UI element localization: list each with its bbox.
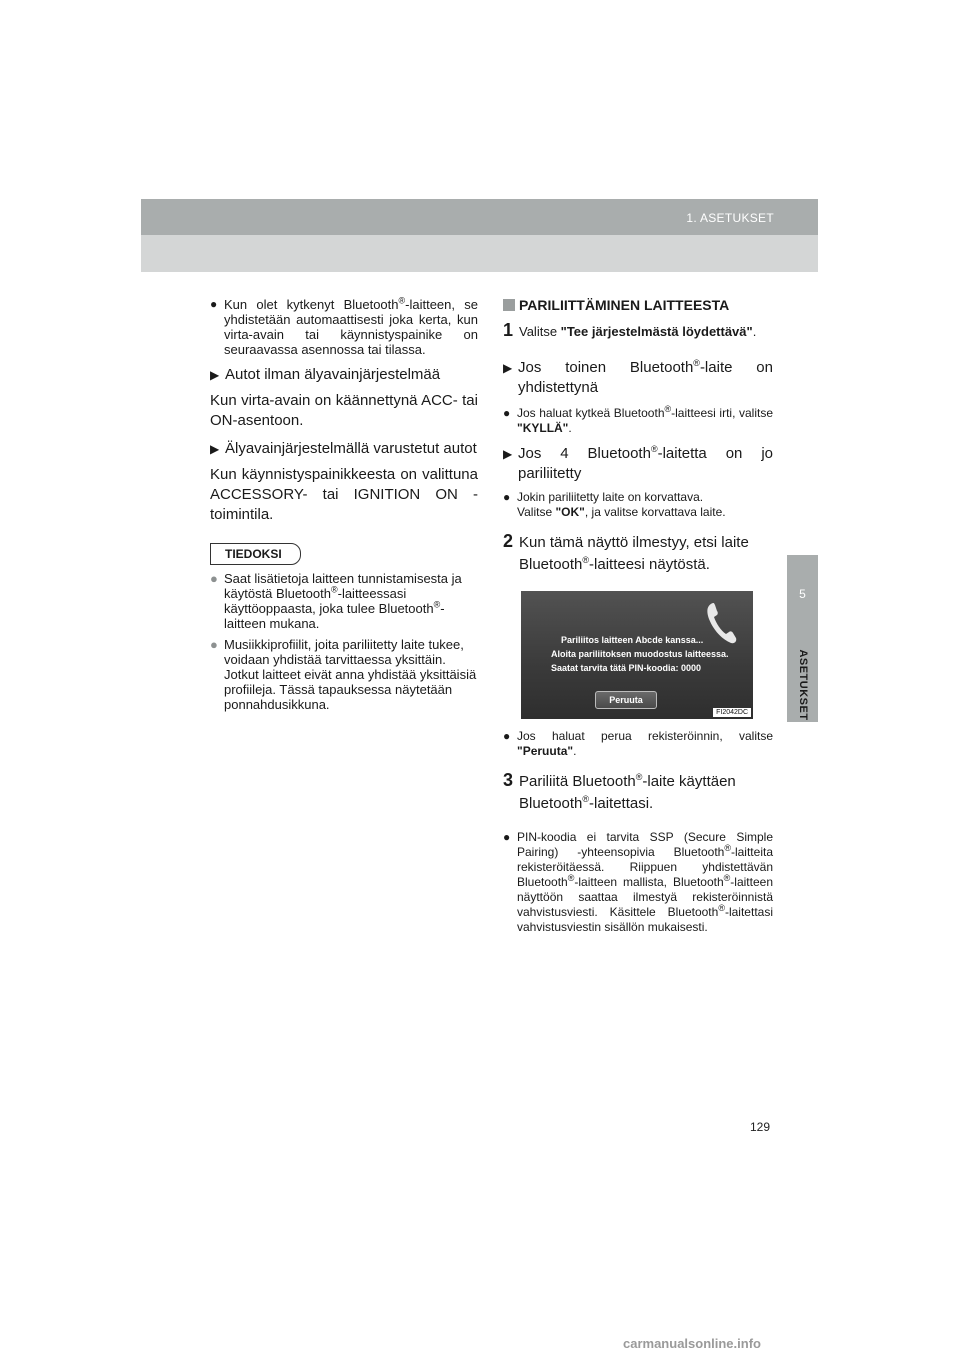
page-number: 129 bbox=[750, 1120, 771, 1134]
step-3: 3 Pariliitä Bluetooth®-laite käyttäen Bluetooth®-laitettasi. bbox=[503, 770, 736, 812]
list-item: ▶ Jos 4 Bluetooth®-laitetta on jo pariliitetty bbox=[503, 444, 773, 482]
screen-line: Pariliitos laitteen Abcde kanssa... bbox=[561, 635, 704, 645]
step-1: 1 Valitse "Tee järjestelmästä löydettävä". bbox=[503, 320, 757, 340]
list-item: ▶ Autot ilman älyavainjärjestelmää bbox=[210, 366, 441, 383]
chapter-label-text: ASETUKSET bbox=[796, 649, 809, 721]
arrow-right-icon: ▶ bbox=[210, 442, 220, 456]
header-strip bbox=[141, 199, 818, 235]
bullet-icon: ● bbox=[210, 571, 218, 586]
device-screen-image bbox=[521, 591, 753, 719]
step-2: 2 Kun tämä näyttö ilmestyy, etsi laite Bluetooth®-laitteesi näytöstä. bbox=[503, 531, 749, 573]
chapter-number: 5 bbox=[799, 587, 806, 601]
watermark: carmanualsonline.info bbox=[623, 1336, 761, 1351]
note-item: ● Musiikkiprofiilit, joita pariliitetty laite tukee, voidaan yhdistää tarvittaessa yksittäin. Jotkut laitteet eivät anna yhdistää yksittäisiä profiileja. Tässä tapauksessa näytetään ponnahdusikkuna. bbox=[210, 637, 477, 712]
list-item: ● Jos haluat kytkeä Bluetooth®-laitteesi irti, valitse "KYLLÄ". bbox=[503, 404, 773, 435]
list-item: ● Jos haluat perua rekisteröinnin, valitse "Peruuta". bbox=[503, 729, 773, 758]
arrow-right-icon: ▶ bbox=[503, 447, 513, 461]
arrow-right-icon: ▶ bbox=[503, 361, 513, 375]
paragraph: Kun käynnistyspainikkeesta on valittuna ACCESSORY- tai IGNITION ON -toimintila. bbox=[210, 466, 478, 523]
header-band bbox=[141, 199, 818, 272]
left-column bbox=[210, 297, 478, 712]
phone-icon bbox=[703, 599, 739, 647]
right-column bbox=[503, 297, 773, 935]
arrow-right-icon: ▶ bbox=[210, 368, 220, 382]
figure-code: FI2042DC bbox=[713, 708, 751, 717]
list-item: ▶ Jos toinen Bluetooth®-laite on yhdistettynä bbox=[503, 358, 773, 396]
list-item: ● Kun olet kytkenyt Bluetooth®-laitteen, se yhdistetään automaattisesti joka kerta, kun virta-avain tai käynnistyspainike on seuraavassa asennossa tai tilassa. bbox=[210, 295, 478, 357]
list-item: ● Jokin pariliitetty laite on korvattava. Valitse "OK", ja valitse korvattava laite. bbox=[503, 490, 726, 519]
screen-line: Saatat tarvita tätä PIN-koodia: 0000 bbox=[551, 663, 702, 673]
bullet-icon: ● bbox=[503, 729, 511, 743]
list-item: ▶ Älyavainjärjestelmällä varustetut autot bbox=[210, 440, 477, 457]
section-title: 1. ASETUKSET bbox=[686, 211, 774, 225]
paragraph: Kun virta-avain on käännettynä ACC- tai ON-asentoon. bbox=[210, 392, 478, 429]
screen-line: Aloita pariliitoksen muodostus laitteessa. bbox=[551, 649, 729, 659]
square-icon bbox=[503, 299, 515, 311]
list-item: ● PIN-koodia ei tarvita SSP (Secure Simple Pairing) -yhteensopivia Bluetooth®-laitteita rekisteröitäessä. Riippuen yhdistettävän Bluetooth®-laitteen mallista, Bluetooth®-laitteen näyttöön saattaa ilmestyä rekisteröinnistä vahvistusviesti. Käsittele Bluetooth®-laitettasi vahvistusviestin sisällön mukaisesti. bbox=[503, 830, 773, 934]
note-tag: TIEDOKSI bbox=[210, 543, 301, 565]
bullet-icon: ● bbox=[210, 637, 218, 652]
bullet-icon: ● bbox=[503, 830, 511, 844]
bullet-icon: ● bbox=[210, 297, 218, 311]
chapter-label bbox=[787, 630, 818, 740]
bullet-icon: ● bbox=[503, 406, 511, 420]
cancel-button[interactable]: Peruuta bbox=[595, 691, 657, 709]
note-item: ● Saat lisätietoja laitteen tunnistamisesta ja käytöstä Bluetooth®-laitteessasi käyttöoppaasta, joka tulee Bluetooth®-laitteen mukana. bbox=[210, 571, 462, 631]
note-box bbox=[210, 543, 478, 712]
section-heading: PARILIITTÄMINEN LAITTEESTA bbox=[503, 297, 773, 313]
bullet-icon: ● bbox=[503, 490, 511, 504]
